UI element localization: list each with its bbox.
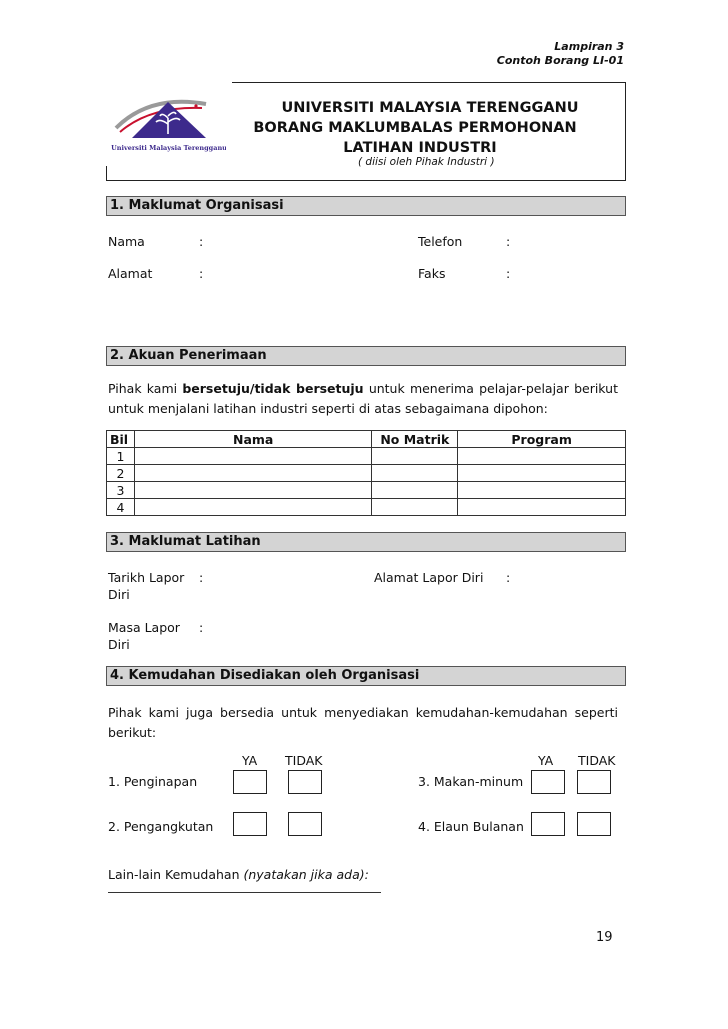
header-divider [106,166,107,180]
pengangkutan-ya-checkbox[interactable] [233,812,267,836]
column-header: Program [458,431,626,448]
column-header: No Matrik [372,431,458,448]
tarikh-colon: : [199,570,204,585]
alamat-colon: : [199,266,204,281]
table-row [107,448,626,465]
other-label-note: (nyatakan jika ada): [243,867,369,882]
faks-colon: : [506,266,511,281]
row-number: 2 [107,465,135,482]
nama-cell[interactable] [134,499,371,516]
matrik-cell[interactable] [372,482,458,499]
facilities-statement: Pihak kami juga bersedia untuk menyediakan kemudahan-kemudahan seperti berikut: [108,705,618,740]
university-name: UNIVERSITI MALAYSIA TERENGGANU [281,100,579,116]
elaun-bulanan-label: 4. Elaun Bulanan [418,819,524,834]
page-number: 19 [596,930,613,945]
form-title [240,98,620,158]
pengangkutan-label: 2. Pengangkutan [108,819,214,834]
form-name: BORANG MAKLUMBALAS PERMOHONAN [253,120,577,136]
table-row [107,465,626,482]
column-header: Bil [107,431,135,448]
university-logo [110,94,226,158]
tarikh-lapor-label [108,569,184,603]
section-2-header: 2. Akuan Penerimaan [106,346,626,366]
masa-colon: : [199,620,204,635]
form-subtitle: ( diisi oleh Pihak Industri ) [358,156,495,168]
statement-text: untuk menerima pelajar-pelajar berikut untuk menjalani latihan industri seperti di atas sebagaimana dipohon: [108,381,618,416]
tidak-header: TIDAK [578,753,616,768]
pengangkutan-tidak-checkbox[interactable] [288,812,322,836]
matrik-cell[interactable] [372,465,458,482]
telefon-label: Telefon [418,234,463,249]
form-code: Contoh Borang LI-01 [496,54,624,67]
program-cell[interactable] [458,465,626,482]
table-header-row [107,431,626,448]
ya-header: YA [538,753,554,768]
other-label-text: Lain-lain Kemudahan [108,867,244,882]
table-row [107,482,626,499]
student-table [106,430,626,516]
label-line: Masa Lapor [108,620,180,635]
penginapan-ya-checkbox[interactable] [233,770,267,794]
penginapan-tidak-checkbox[interactable] [288,770,322,794]
ya-header: YA [242,753,258,768]
program-cell[interactable] [458,448,626,465]
appendix-number: Lampiran 3 [554,40,624,53]
makan-minum-label: 3. Makan-minum [418,774,524,789]
row-number: 4 [107,499,135,516]
appendix-label [497,40,624,68]
row-number: 1 [107,448,135,465]
tidak-header: TIDAK [285,753,323,768]
logo-caption: Universiti Malaysia Terengganu [111,144,226,152]
matrik-cell[interactable] [372,448,458,465]
program-cell[interactable] [458,499,626,516]
column-header: Nama [134,431,371,448]
agree-disagree-text: bersetuju/tidak bersetuju [182,381,364,396]
label-line: Tarikh Lapor [108,570,185,585]
telefon-colon: : [506,234,511,249]
nama-cell[interactable] [134,465,371,482]
nama-label: Nama [108,234,145,249]
elaun-bulanan-ya-checkbox[interactable] [531,812,565,836]
nama-colon: : [199,234,204,249]
statement-text: Pihak kami [108,381,183,396]
alamat-lapor-colon: : [506,570,511,585]
header-divider [106,180,626,181]
other-facilities-line[interactable] [108,892,381,893]
makan-minum-tidak-checkbox[interactable] [577,770,611,794]
row-number: 3 [107,482,135,499]
table-row [107,499,626,516]
faks-label: Faks [418,266,446,281]
penginapan-label: 1. Penginapan [108,774,198,789]
alamat-label: Alamat [108,266,153,281]
form-subject: LATIHAN INDUSTRI [343,140,497,156]
matrik-cell[interactable] [372,499,458,516]
label-line: Diri [108,587,130,602]
section-3-header: 3. Maklumat Latihan [106,532,626,552]
acceptance-statement [108,379,618,419]
masa-lapor-label [108,619,180,653]
alamat-lapor-label: Alamat Lapor Diri [374,570,484,585]
nama-cell[interactable] [134,482,371,499]
section-1-header: 1. Maklumat Organisasi [106,196,626,216]
program-cell[interactable] [458,482,626,499]
label-line: Diri [108,637,130,652]
section-4-header: 4. Kemudahan Disediakan oleh Organisasi [106,666,626,686]
elaun-bulanan-tidak-checkbox[interactable] [577,812,611,836]
other-facilities-label [108,866,369,883]
makan-minum-ya-checkbox[interactable] [531,770,565,794]
nama-cell[interactable] [134,448,371,465]
